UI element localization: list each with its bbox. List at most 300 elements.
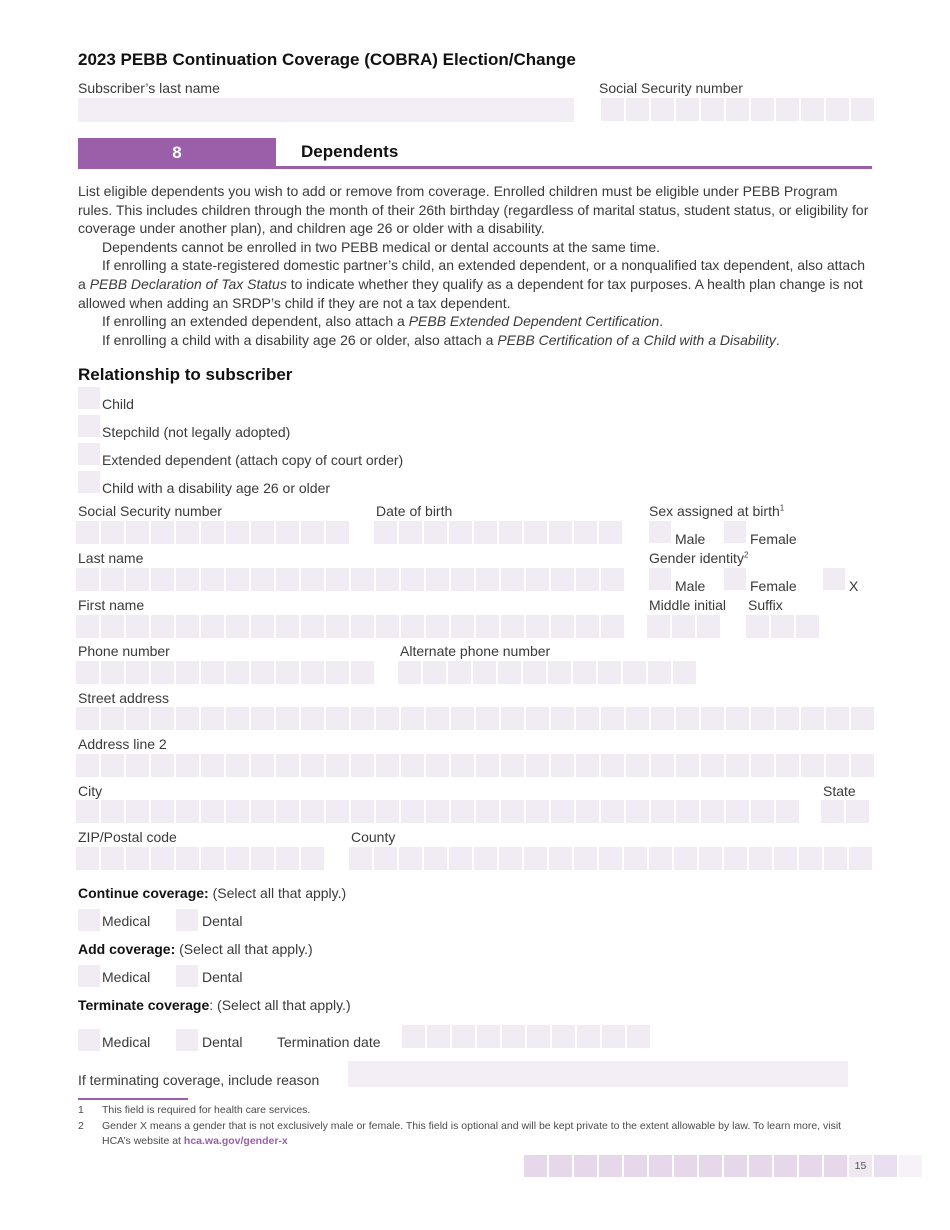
char-cell[interactable] bbox=[101, 800, 124, 823]
footer-strip-box bbox=[799, 1155, 822, 1177]
char-cell[interactable] bbox=[426, 754, 449, 777]
char-cell[interactable] bbox=[751, 707, 774, 730]
alt-phone-field[interactable] bbox=[398, 661, 696, 684]
char-cell[interactable] bbox=[601, 568, 624, 591]
char-cell[interactable] bbox=[426, 615, 449, 638]
char-cell[interactable] bbox=[526, 754, 549, 777]
char-cell[interactable] bbox=[801, 707, 824, 730]
char-cell[interactable] bbox=[301, 707, 324, 730]
char-cell[interactable] bbox=[326, 568, 349, 591]
char-cell[interactable] bbox=[574, 847, 597, 870]
char-cell[interactable] bbox=[551, 615, 574, 638]
char-cell[interactable] bbox=[524, 521, 547, 544]
char-cell[interactable] bbox=[577, 1025, 600, 1048]
char-cell[interactable] bbox=[301, 800, 324, 823]
char-cell[interactable] bbox=[426, 800, 449, 823]
char-cell[interactable] bbox=[401, 615, 424, 638]
char-cell[interactable] bbox=[276, 847, 299, 870]
add-coverage-heading bbox=[78, 941, 313, 957]
char-cell[interactable] bbox=[824, 847, 847, 870]
char-cell[interactable] bbox=[526, 568, 549, 591]
char-cell[interactable] bbox=[647, 615, 670, 638]
char-cell[interactable] bbox=[201, 661, 224, 684]
char-cell[interactable] bbox=[126, 568, 149, 591]
char-cell[interactable] bbox=[201, 615, 224, 638]
char-cell[interactable] bbox=[576, 754, 599, 777]
char-cell[interactable] bbox=[846, 800, 869, 823]
add-medical-checkbox[interactable] bbox=[78, 965, 100, 987]
char-cell[interactable] bbox=[476, 615, 499, 638]
footnote-2-text bbox=[102, 1119, 854, 1149]
char-cell[interactable] bbox=[251, 847, 274, 870]
form-title: 2023 PEBB Continuation Coverage (COBRA) Election/Change bbox=[78, 50, 576, 69]
char-cell[interactable] bbox=[746, 615, 769, 638]
char-cell[interactable] bbox=[473, 661, 496, 684]
declaration-tax-status-title: PEBB Declaration of Tax Status bbox=[89, 275, 287, 292]
instructions-p1: List eligible dependents you wish to add or remove from coverage. Enrolled children must be eligible under PEBB Program rules. This includes children through the month of their 26th birthday (regardless of marital status, student status, or eligibility for coverage under another plan), and children age 26 or older with a disability. bbox=[78, 183, 869, 237]
address-line2-label: Address line 2 bbox=[78, 736, 167, 752]
char-cell[interactable] bbox=[551, 800, 574, 823]
char-cell[interactable] bbox=[301, 847, 324, 870]
char-cell[interactable] bbox=[477, 1025, 500, 1048]
char-cell[interactable] bbox=[201, 754, 224, 777]
char-cell[interactable] bbox=[623, 661, 646, 684]
char-cell[interactable] bbox=[426, 568, 449, 591]
char-cell[interactable] bbox=[626, 98, 649, 121]
char-cell[interactable] bbox=[826, 707, 849, 730]
char-cell[interactable] bbox=[151, 568, 174, 591]
char-cell[interactable] bbox=[126, 847, 149, 870]
subscriber-last-name-field[interactable] bbox=[78, 98, 574, 122]
char-cell[interactable] bbox=[176, 615, 199, 638]
char-cell[interactable] bbox=[549, 521, 572, 544]
char-cell[interactable] bbox=[326, 754, 349, 777]
char-cell[interactable] bbox=[326, 521, 349, 544]
char-cell[interactable] bbox=[776, 800, 799, 823]
char-cell[interactable] bbox=[501, 707, 524, 730]
dependent-dob-label: Date of birth bbox=[376, 503, 453, 519]
char-cell[interactable] bbox=[552, 1025, 575, 1048]
char-cell[interactable] bbox=[649, 847, 672, 870]
char-cell[interactable] bbox=[476, 568, 499, 591]
char-cell[interactable] bbox=[476, 800, 499, 823]
dependent-last-name-field[interactable] bbox=[76, 568, 624, 591]
relationship-stepchild-checkbox[interactable] bbox=[78, 415, 100, 437]
char-cell[interactable] bbox=[427, 1025, 450, 1048]
char-cell[interactable] bbox=[651, 707, 674, 730]
char-cell[interactable] bbox=[226, 615, 249, 638]
char-cell[interactable] bbox=[423, 661, 446, 684]
gender-x-link[interactable]: hca.wa.gov/gender-x bbox=[183, 1135, 288, 1147]
char-cell[interactable] bbox=[251, 521, 274, 544]
char-cell[interactable] bbox=[451, 707, 474, 730]
char-cell[interactable] bbox=[401, 800, 424, 823]
char-cell[interactable] bbox=[502, 1025, 525, 1048]
char-cell[interactable] bbox=[126, 800, 149, 823]
char-cell[interactable] bbox=[626, 754, 649, 777]
char-cell[interactable] bbox=[851, 754, 874, 777]
char-cell[interactable] bbox=[351, 615, 374, 638]
char-cell[interactable] bbox=[676, 98, 699, 121]
termination-reason-field[interactable] bbox=[348, 1061, 848, 1087]
char-cell[interactable] bbox=[76, 754, 99, 777]
char-cell[interactable] bbox=[651, 800, 674, 823]
char-cell[interactable] bbox=[672, 615, 695, 638]
char-cell[interactable] bbox=[776, 707, 799, 730]
gender-x-checkbox[interactable] bbox=[823, 568, 845, 590]
char-cell[interactable] bbox=[726, 800, 749, 823]
char-cell[interactable] bbox=[276, 568, 299, 591]
char-cell[interactable] bbox=[673, 661, 696, 684]
char-cell[interactable] bbox=[801, 754, 824, 777]
char-cell[interactable] bbox=[326, 661, 349, 684]
char-cell[interactable] bbox=[126, 754, 149, 777]
char-cell[interactable] bbox=[301, 568, 324, 591]
char-cell[interactable] bbox=[771, 615, 794, 638]
char-cell[interactable] bbox=[374, 521, 397, 544]
city-field[interactable] bbox=[76, 800, 799, 823]
char-cell[interactable] bbox=[376, 800, 399, 823]
instructions-p3-a: If enrolling a state-registered domestic partner’s child, an extended dependent, or a nonqualified tax dependent, also attach a bbox=[78, 257, 865, 292]
terminate-dental-checkbox[interactable] bbox=[176, 1029, 198, 1051]
char-cell[interactable] bbox=[326, 615, 349, 638]
char-cell[interactable] bbox=[651, 98, 674, 121]
char-cell[interactable] bbox=[499, 847, 522, 870]
address-line2-field[interactable] bbox=[76, 754, 874, 777]
char-cell[interactable] bbox=[601, 754, 624, 777]
char-cell[interactable] bbox=[401, 754, 424, 777]
char-cell[interactable] bbox=[701, 800, 724, 823]
char-cell[interactable] bbox=[101, 847, 124, 870]
instructions-p2: Dependents cannot be enrolled in two PEBB medical or dental accounts at the same time. bbox=[102, 238, 660, 255]
char-cell[interactable] bbox=[474, 521, 497, 544]
char-cell[interactable] bbox=[601, 707, 624, 730]
char-cell[interactable] bbox=[226, 847, 249, 870]
char-cell[interactable] bbox=[751, 98, 774, 121]
char-cell[interactable] bbox=[699, 847, 722, 870]
char-cell[interactable] bbox=[176, 568, 199, 591]
relationship-disability-checkbox[interactable] bbox=[78, 471, 100, 493]
char-cell[interactable] bbox=[176, 800, 199, 823]
char-cell[interactable] bbox=[526, 800, 549, 823]
char-cell[interactable] bbox=[76, 521, 99, 544]
char-cell[interactable] bbox=[176, 521, 199, 544]
char-cell[interactable] bbox=[126, 661, 149, 684]
char-cell[interactable] bbox=[501, 568, 524, 591]
char-cell[interactable] bbox=[402, 1025, 425, 1048]
char-cell[interactable] bbox=[276, 615, 299, 638]
char-cell[interactable] bbox=[251, 754, 274, 777]
char-cell[interactable] bbox=[76, 661, 99, 684]
char-cell[interactable] bbox=[101, 754, 124, 777]
char-cell[interactable] bbox=[126, 615, 149, 638]
terminate-medical-checkbox[interactable] bbox=[78, 1029, 100, 1051]
char-cell[interactable] bbox=[151, 615, 174, 638]
char-cell[interactable] bbox=[451, 800, 474, 823]
char-cell[interactable] bbox=[276, 754, 299, 777]
char-cell[interactable] bbox=[501, 615, 524, 638]
char-cell[interactable] bbox=[251, 661, 274, 684]
char-cell[interactable] bbox=[376, 615, 399, 638]
relationship-extended-checkbox[interactable] bbox=[78, 443, 100, 465]
instructions-p4 bbox=[78, 312, 874, 331]
char-cell[interactable] bbox=[626, 707, 649, 730]
char-cell[interactable] bbox=[576, 568, 599, 591]
phone-field[interactable] bbox=[76, 661, 374, 684]
char-cell[interactable] bbox=[226, 568, 249, 591]
char-cell[interactable] bbox=[76, 568, 99, 591]
char-cell[interactable] bbox=[796, 615, 819, 638]
char-cell[interactable] bbox=[374, 847, 397, 870]
char-cell[interactable] bbox=[126, 707, 149, 730]
char-cell[interactable] bbox=[151, 521, 174, 544]
char-cell[interactable] bbox=[576, 615, 599, 638]
char-cell[interactable] bbox=[574, 521, 597, 544]
char-cell[interactable] bbox=[226, 661, 249, 684]
suffix-label: Suffix bbox=[748, 597, 783, 613]
char-cell[interactable] bbox=[276, 707, 299, 730]
char-cell[interactable] bbox=[448, 661, 471, 684]
char-cell[interactable] bbox=[399, 847, 422, 870]
char-cell[interactable] bbox=[351, 800, 374, 823]
suffix-field[interactable] bbox=[746, 615, 819, 638]
dependent-dob-field[interactable] bbox=[374, 521, 622, 544]
subscriber-ssn-label: Social Security number bbox=[599, 80, 743, 96]
gender-female-checkbox[interactable] bbox=[724, 568, 746, 590]
char-cell[interactable] bbox=[251, 707, 274, 730]
char-cell[interactable] bbox=[549, 847, 572, 870]
char-cell[interactable] bbox=[799, 847, 822, 870]
char-cell[interactable] bbox=[501, 800, 524, 823]
char-cell[interactable] bbox=[526, 615, 549, 638]
char-cell[interactable] bbox=[276, 661, 299, 684]
char-cell[interactable] bbox=[651, 754, 674, 777]
char-cell[interactable] bbox=[499, 521, 522, 544]
char-cell[interactable] bbox=[301, 521, 324, 544]
char-cell[interactable] bbox=[76, 800, 99, 823]
char-cell[interactable] bbox=[551, 707, 574, 730]
char-cell[interactable] bbox=[251, 615, 274, 638]
char-cell[interactable] bbox=[776, 754, 799, 777]
char-cell[interactable] bbox=[351, 707, 374, 730]
char-cell[interactable] bbox=[826, 98, 849, 121]
char-cell[interactable] bbox=[576, 800, 599, 823]
zip-field[interactable] bbox=[76, 847, 324, 870]
char-cell[interactable] bbox=[376, 754, 399, 777]
char-cell[interactable] bbox=[226, 754, 249, 777]
char-cell[interactable] bbox=[76, 847, 99, 870]
char-cell[interactable] bbox=[726, 98, 749, 121]
relationship-child-label: Child bbox=[102, 396, 134, 412]
add-coverage-rest: (Select all that apply.) bbox=[175, 941, 313, 957]
char-cell[interactable] bbox=[526, 707, 549, 730]
continue-medical-checkbox[interactable] bbox=[78, 909, 100, 931]
char-cell[interactable] bbox=[424, 521, 447, 544]
char-cell[interactable] bbox=[501, 754, 524, 777]
instructions bbox=[78, 182, 874, 349]
char-cell[interactable] bbox=[749, 847, 772, 870]
relationship-heading: Relationship to subscriber bbox=[78, 365, 293, 384]
char-cell[interactable] bbox=[624, 847, 647, 870]
char-cell[interactable] bbox=[276, 800, 299, 823]
char-cell[interactable] bbox=[474, 847, 497, 870]
char-cell[interactable] bbox=[576, 707, 599, 730]
gender-male-checkbox[interactable] bbox=[649, 568, 671, 590]
char-cell[interactable] bbox=[551, 568, 574, 591]
middle-initial-field[interactable] bbox=[647, 615, 720, 638]
char-cell[interactable] bbox=[573, 661, 596, 684]
char-cell[interactable] bbox=[701, 754, 724, 777]
char-cell[interactable] bbox=[676, 707, 699, 730]
char-cell[interactable] bbox=[201, 521, 224, 544]
char-cell[interactable] bbox=[151, 754, 174, 777]
char-cell[interactable] bbox=[226, 800, 249, 823]
sex-male-checkbox[interactable] bbox=[649, 521, 671, 543]
dependent-last-name-label: Last name bbox=[78, 550, 144, 566]
char-cell[interactable] bbox=[498, 661, 521, 684]
char-cell[interactable] bbox=[101, 521, 124, 544]
char-cell[interactable] bbox=[626, 800, 649, 823]
char-cell[interactable] bbox=[351, 568, 374, 591]
char-cell[interactable] bbox=[201, 847, 224, 870]
char-cell[interactable] bbox=[398, 661, 421, 684]
char-cell[interactable] bbox=[349, 847, 372, 870]
char-cell[interactable] bbox=[476, 707, 499, 730]
char-cell[interactable] bbox=[326, 707, 349, 730]
char-cell[interactable] bbox=[851, 707, 874, 730]
continue-dental-checkbox[interactable] bbox=[176, 909, 198, 931]
dependent-ssn-field[interactable] bbox=[76, 521, 349, 544]
char-cell[interactable] bbox=[801, 98, 824, 121]
char-cell[interactable] bbox=[101, 615, 124, 638]
char-cell[interactable] bbox=[598, 661, 621, 684]
char-cell[interactable] bbox=[151, 661, 174, 684]
char-cell[interactable] bbox=[751, 800, 774, 823]
char-cell[interactable] bbox=[76, 707, 99, 730]
char-cell[interactable] bbox=[76, 615, 99, 638]
char-cell[interactable] bbox=[226, 521, 249, 544]
char-cell[interactable] bbox=[674, 847, 697, 870]
phone-label: Phone number bbox=[78, 643, 170, 659]
char-cell[interactable] bbox=[251, 568, 274, 591]
char-cell[interactable] bbox=[399, 521, 422, 544]
sex-female-checkbox[interactable] bbox=[724, 521, 746, 543]
char-cell[interactable] bbox=[376, 707, 399, 730]
dependent-first-name-field[interactable] bbox=[76, 615, 624, 638]
char-cell[interactable] bbox=[627, 1025, 650, 1048]
add-medical-label: Medical bbox=[102, 969, 151, 985]
char-cell[interactable] bbox=[301, 754, 324, 777]
char-cell[interactable] bbox=[176, 661, 199, 684]
char-cell[interactable] bbox=[351, 754, 374, 777]
char-cell[interactable] bbox=[101, 568, 124, 591]
char-cell[interactable] bbox=[601, 98, 624, 121]
state-field[interactable] bbox=[821, 800, 869, 823]
page-footer-strip bbox=[524, 1155, 922, 1177]
char-cell[interactable] bbox=[451, 754, 474, 777]
char-cell[interactable] bbox=[599, 847, 622, 870]
char-cell[interactable] bbox=[201, 568, 224, 591]
char-cell[interactable] bbox=[401, 707, 424, 730]
char-cell[interactable] bbox=[826, 754, 849, 777]
relationship-child-checkbox[interactable] bbox=[78, 387, 100, 409]
char-cell[interactable] bbox=[776, 98, 799, 121]
char-cell[interactable] bbox=[401, 568, 424, 591]
footnote-1-text: This field is required for health care services. bbox=[102, 1104, 311, 1116]
char-cell[interactable] bbox=[351, 661, 374, 684]
char-cell[interactable] bbox=[527, 1025, 550, 1048]
char-cell[interactable] bbox=[151, 847, 174, 870]
char-cell[interactable] bbox=[724, 847, 747, 870]
char-cell[interactable] bbox=[201, 800, 224, 823]
add-dental-checkbox[interactable] bbox=[176, 965, 198, 987]
char-cell[interactable] bbox=[101, 707, 124, 730]
char-cell[interactable] bbox=[548, 661, 571, 684]
char-cell[interactable] bbox=[676, 754, 699, 777]
char-cell[interactable] bbox=[701, 98, 724, 121]
char-cell[interactable] bbox=[599, 521, 622, 544]
char-cell[interactable] bbox=[151, 800, 174, 823]
char-cell[interactable] bbox=[176, 707, 199, 730]
char-cell[interactable] bbox=[424, 847, 447, 870]
char-cell[interactable] bbox=[301, 661, 324, 684]
char-cell[interactable] bbox=[449, 521, 472, 544]
char-cell[interactable] bbox=[451, 615, 474, 638]
char-cell[interactable] bbox=[697, 615, 720, 638]
termination-date-field[interactable] bbox=[402, 1025, 650, 1048]
char-cell[interactable] bbox=[451, 568, 474, 591]
street-address-field[interactable] bbox=[76, 707, 874, 730]
char-cell[interactable] bbox=[426, 707, 449, 730]
char-cell[interactable] bbox=[151, 707, 174, 730]
char-cell[interactable] bbox=[452, 1025, 475, 1048]
char-cell[interactable] bbox=[726, 707, 749, 730]
char-cell[interactable] bbox=[821, 800, 844, 823]
char-cell[interactable] bbox=[726, 754, 749, 777]
relationship-extended-label: Extended dependent (attach copy of court order) bbox=[102, 452, 404, 468]
char-cell[interactable] bbox=[601, 800, 624, 823]
char-cell[interactable] bbox=[602, 1025, 625, 1048]
char-cell[interactable] bbox=[851, 98, 874, 121]
char-cell[interactable] bbox=[201, 707, 224, 730]
char-cell[interactable] bbox=[449, 847, 472, 870]
char-cell[interactable] bbox=[376, 568, 399, 591]
instructions-p3-b: to indicate whether they qualify as a dependent for tax purposes. A health plan change is not allowed when adding an SRDP’s child if they are not a tax dependent. bbox=[78, 275, 863, 311]
char-cell[interactable] bbox=[774, 847, 797, 870]
char-cell[interactable] bbox=[648, 661, 671, 684]
char-cell[interactable] bbox=[176, 847, 199, 870]
char-cell[interactable] bbox=[701, 707, 724, 730]
char-cell[interactable] bbox=[226, 707, 249, 730]
char-cell[interactable] bbox=[551, 754, 574, 777]
char-cell[interactable] bbox=[101, 661, 124, 684]
char-cell[interactable] bbox=[849, 847, 872, 870]
char-cell[interactable] bbox=[676, 800, 699, 823]
char-cell[interactable] bbox=[126, 521, 149, 544]
char-cell[interactable] bbox=[251, 800, 274, 823]
char-cell[interactable] bbox=[176, 754, 199, 777]
char-cell[interactable] bbox=[523, 661, 546, 684]
char-cell[interactable] bbox=[751, 754, 774, 777]
char-cell[interactable] bbox=[276, 521, 299, 544]
subscriber-ssn-field[interactable] bbox=[601, 98, 874, 121]
char-cell[interactable] bbox=[326, 800, 349, 823]
county-field[interactable] bbox=[349, 847, 872, 870]
char-cell[interactable] bbox=[476, 754, 499, 777]
char-cell[interactable] bbox=[524, 847, 547, 870]
char-cell[interactable] bbox=[301, 615, 324, 638]
char-cell[interactable] bbox=[601, 615, 624, 638]
